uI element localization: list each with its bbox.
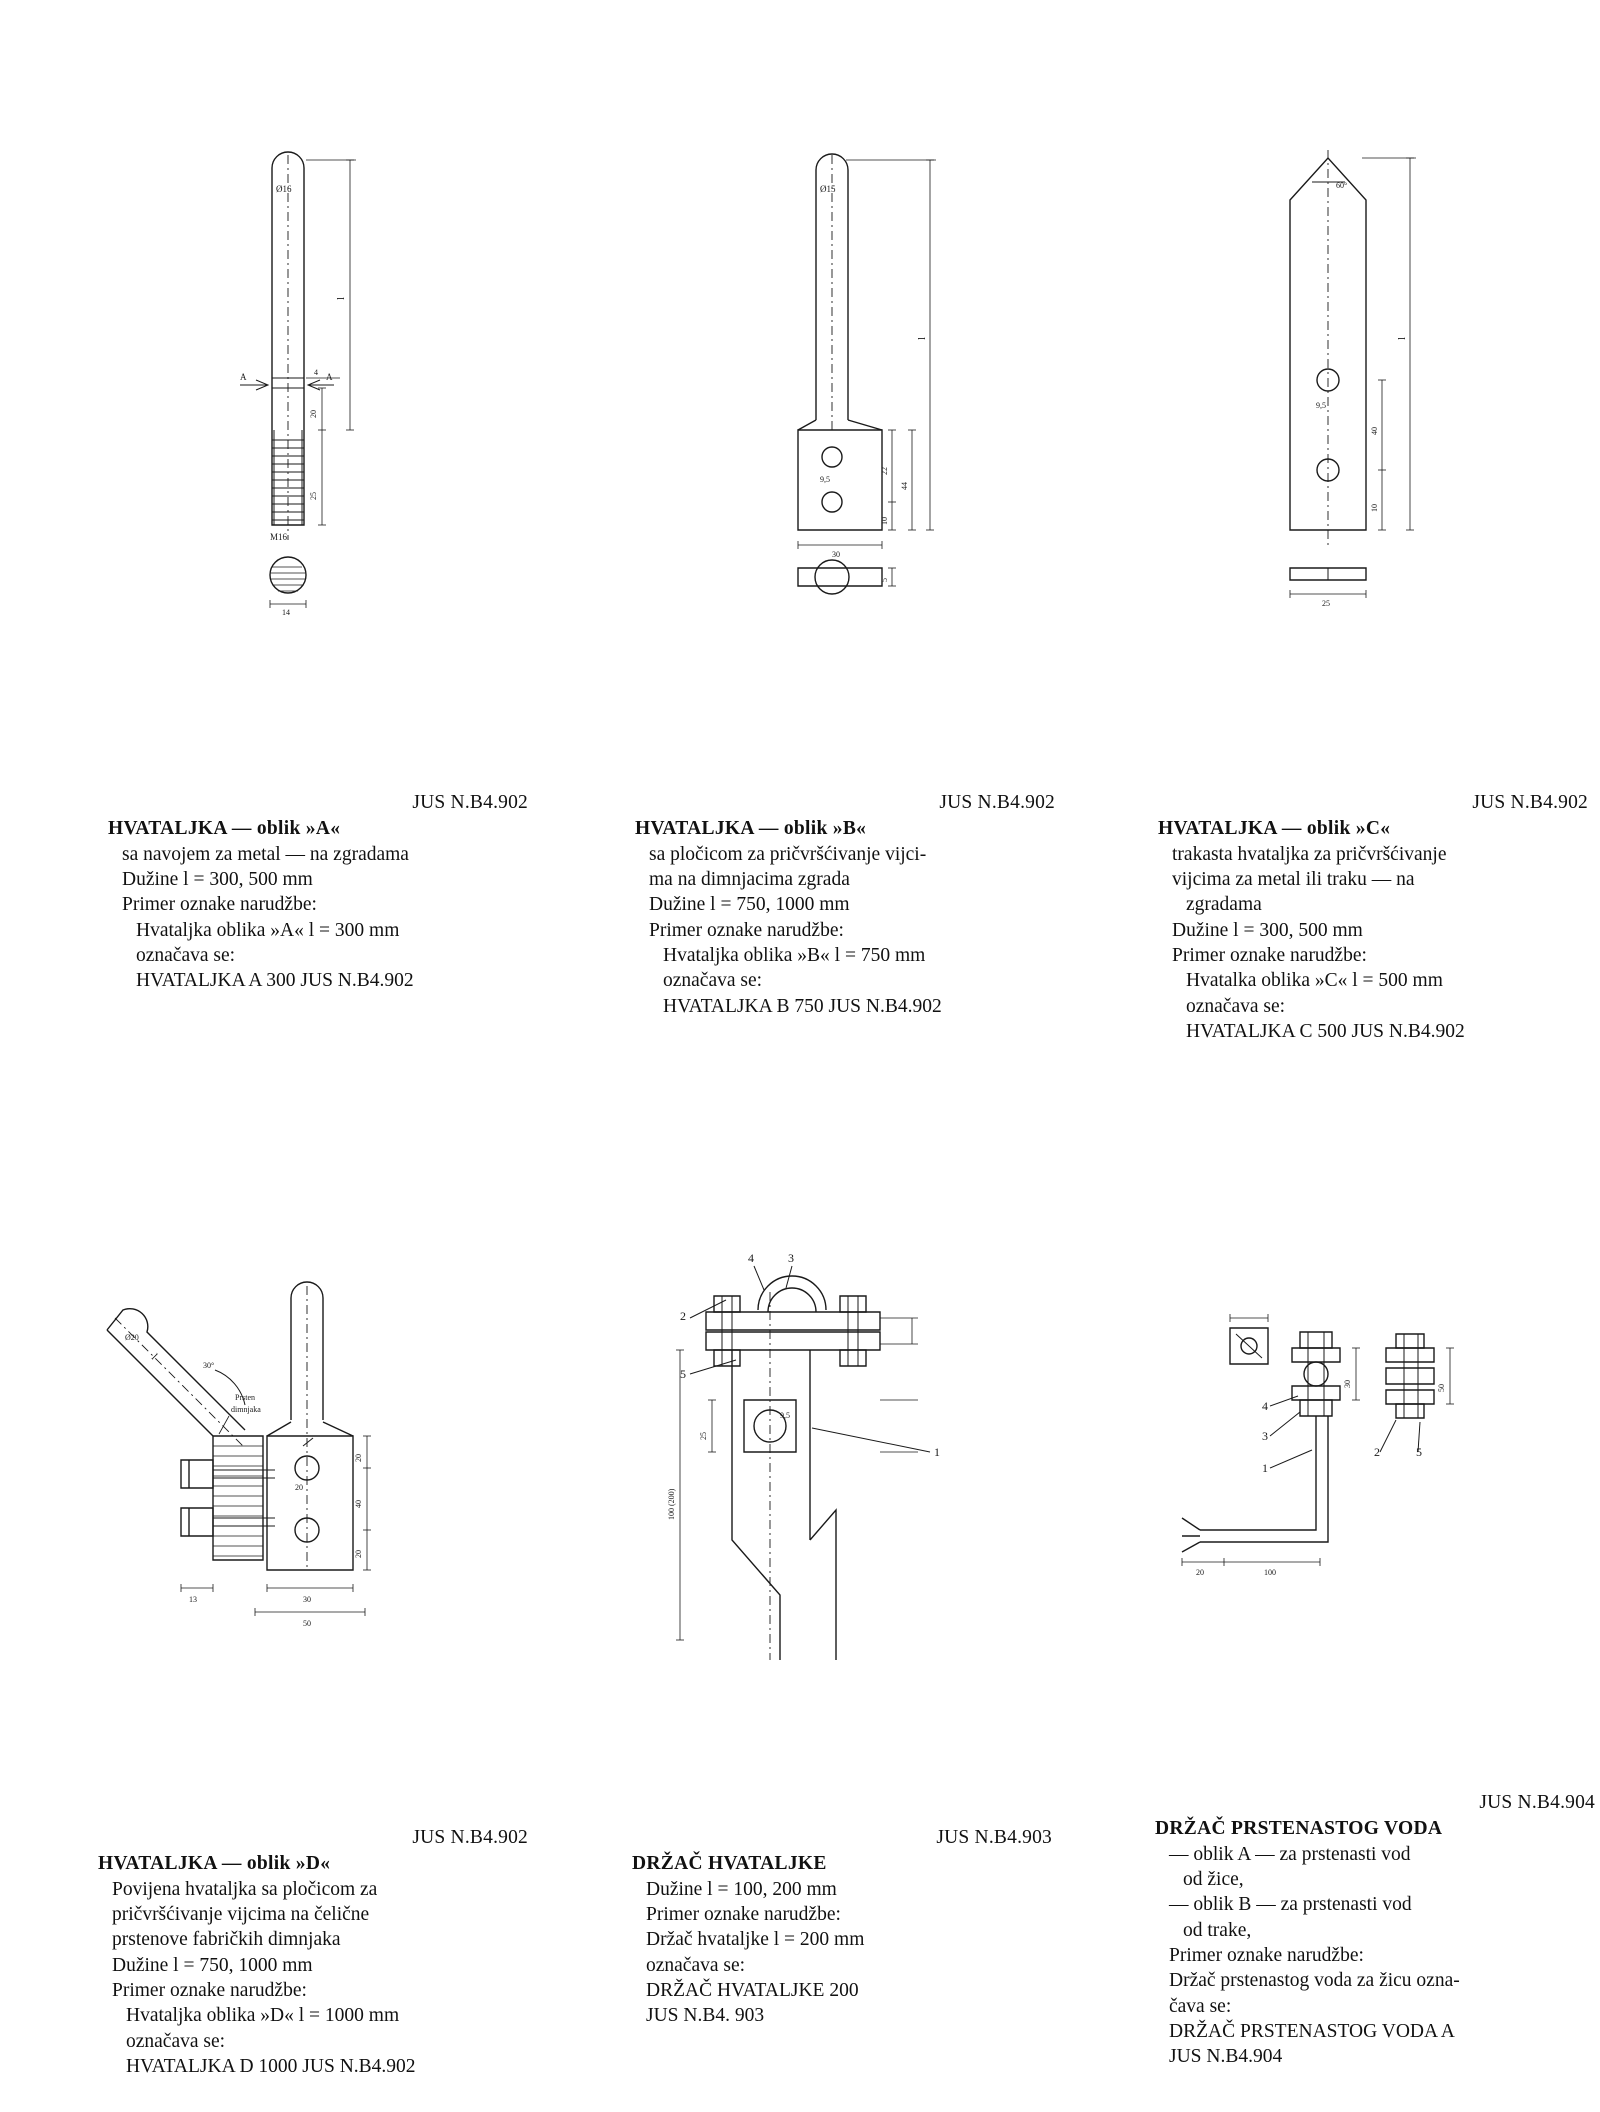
svg-text:10: 10 <box>880 517 889 525</box>
svg-text:50: 50 <box>1437 1384 1446 1392</box>
svg-text:20: 20 <box>309 410 318 418</box>
desc-line: Primer oznake narudžbe: <box>112 1980 307 2002</box>
svg-text:3: 3 <box>788 1251 794 1265</box>
desc-line: označava se: <box>646 1954 746 1976</box>
desc-line: Primer oznake narudžbe: <box>1169 1945 1364 1967</box>
text-drzac-hvataljke <box>632 1825 1052 2029</box>
svg-text:30: 30 <box>832 550 840 559</box>
desc-line: Dužine l = 750, 1000 mm <box>112 1954 313 1976</box>
svg-text:1: 1 <box>1262 1461 1268 1475</box>
desc-line: Držač hvataljke l = 200 mm <box>646 1929 865 1951</box>
title-a: HVATALJKA — oblik »A« <box>108 818 341 840</box>
desc-line: čava se: <box>1169 1995 1232 2017</box>
title-drzac-hvataljke: DRŽAČ HVATALJKE <box>632 1853 827 1875</box>
svg-text:100: 100 <box>1264 1568 1276 1577</box>
desc-line: od trake, <box>1183 1919 1252 1941</box>
svg-text:2: 2 <box>680 1309 686 1323</box>
svg-text:l: l <box>335 296 347 300</box>
order-line: označava se: <box>136 945 236 967</box>
svg-text:Ø20: Ø20 <box>125 1333 139 1342</box>
svg-text:9,5: 9,5 <box>1316 401 1326 410</box>
svg-text:44: 44 <box>900 482 909 490</box>
desc-line: — oblik B — za prstenasti vod <box>1169 1894 1412 1916</box>
desc-line: — oblik A — za prstenasti vod <box>1169 1843 1411 1865</box>
svg-text:30°: 30° <box>203 1361 215 1370</box>
desc-line: Dužine l = 100, 200 mm <box>646 1878 837 1900</box>
svg-text:30: 30 <box>303 1595 311 1604</box>
order-line: Hvataljka oblika »D« l = 1000 mm <box>126 2005 400 2027</box>
desc-line: Primer oznake narudžbe: <box>122 894 317 916</box>
svg-text:Prsten: Prsten <box>235 1393 255 1402</box>
svg-text:2: 2 <box>1374 1445 1380 1459</box>
standard-number-voda: JUS N.B4.904 <box>1479 1792 1595 1813</box>
order-line: Hvataljka oblika »A« l = 300 mm <box>136 919 400 941</box>
desc-line: trakasta hvataljka za pričvršćivanje <box>1172 843 1447 865</box>
title-c: HVATALJKA — oblik »C« <box>1158 818 1391 840</box>
desc-line: Dužine l = 750, 1000 mm <box>649 894 850 916</box>
order-line: označava se: <box>126 2030 226 2052</box>
desc-line: prstenove fabričkih dimnjaka <box>112 1929 341 1951</box>
svg-text:l: l <box>1396 336 1408 340</box>
svg-text:5: 5 <box>1416 1445 1422 1459</box>
svg-text:10: 10 <box>1370 504 1379 512</box>
order-designation: HVATALJKA A 300 JUS N.B4.902 <box>136 970 414 992</box>
title-b: HVATALJKA — oblik »B« <box>635 818 867 840</box>
order-designation: DRŽAČ PRSTENASTOG VODA A <box>1169 2021 1455 2043</box>
svg-text:50: 50 <box>303 1619 311 1628</box>
desc-line: Dužine l = 300, 500 mm <box>122 869 313 891</box>
desc-line: Povijena hvataljka sa pločicom za <box>112 1878 378 1900</box>
order-designation-2: JUS N.B4.904 <box>1169 2046 1283 2068</box>
svg-text:14: 14 <box>282 608 290 617</box>
svg-text:9,5: 9,5 <box>820 475 830 484</box>
desc-line: vijcima za metal ili traku — na <box>1172 869 1415 891</box>
desc-line: sa navojem za metal — na zgradama <box>122 843 409 865</box>
standard-number-c: JUS N.B4.902 <box>1472 792 1588 813</box>
order-line: Hvatalka oblika »C« l = 500 mm <box>1186 970 1443 992</box>
svg-text:5: 5 <box>880 578 889 582</box>
svg-text:100 (200): 100 (200) <box>667 1488 676 1520</box>
drawing-hvataljka-b <box>740 130 970 630</box>
order-designation-2: JUS N.B4. 903 <box>646 2005 765 2027</box>
desc-line: Primer oznake narudžbe: <box>649 919 844 941</box>
svg-text:4: 4 <box>1262 1399 1268 1413</box>
svg-text:40: 40 <box>1370 427 1379 435</box>
text-hvataljka-a <box>108 790 528 994</box>
svg-text:5: 5 <box>680 1367 686 1381</box>
desc-line: Primer oznake narudžbe: <box>646 1904 841 1926</box>
svg-text:9,5: 9,5 <box>780 1411 790 1420</box>
standard-number-drzac: JUS N.B4.903 <box>936 1827 1052 1848</box>
desc-line: zgradama <box>1186 894 1262 916</box>
svg-text:4: 4 <box>748 1251 754 1265</box>
svg-text:25: 25 <box>1322 599 1330 608</box>
drawing-drzac-hvataljke <box>640 1200 990 1660</box>
text-hvataljka-c <box>1158 790 1588 1044</box>
svg-text:dimnjaka: dimnjaka <box>231 1405 261 1414</box>
title-d: HVATALJKA — oblik »D« <box>98 1853 331 1875</box>
standard-number-b: JUS N.B4.902 <box>939 792 1055 813</box>
text-hvataljka-b <box>635 790 1055 1019</box>
desc-line: pričvršćivanje vijcima na čelične <box>112 1904 370 1926</box>
order-line: označava se: <box>1186 995 1286 1017</box>
svg-text:60°: 60° <box>1336 181 1348 190</box>
svg-text:A: A <box>240 372 247 382</box>
drawing-drzac-prstenastog-voda <box>1180 1300 1500 1640</box>
drawing-hvataljka-d <box>95 1240 475 1660</box>
svg-text:Ø15: Ø15 <box>820 184 836 194</box>
order-designation: HVATALJKA D 1000 JUS N.B4.902 <box>126 2056 416 2078</box>
svg-text:25: 25 <box>309 492 318 500</box>
svg-text:A: A <box>326 372 333 382</box>
desc-line: od žice, <box>1183 1869 1244 1891</box>
desc-line: Držač prstenastog voda za žicu ozna- <box>1169 1970 1460 1992</box>
svg-text:1: 1 <box>934 1445 940 1459</box>
order-designation: DRŽAČ HVATALJKE 200 <box>646 1980 859 2002</box>
svg-text:13: 13 <box>189 1595 197 1604</box>
svg-text:20: 20 <box>1196 1568 1204 1577</box>
order-designation: HVATALJKA C 500 JUS N.B4.902 <box>1186 1021 1465 1043</box>
desc-line: Primer oznake narudžbe: <box>1172 945 1367 967</box>
svg-text:4: 4 <box>314 368 318 377</box>
desc-line: Dužine l = 300, 500 mm <box>1172 919 1363 941</box>
svg-text:20: 20 <box>295 1483 303 1492</box>
svg-text:M16: M16 <box>270 532 288 542</box>
standard-number-a: JUS N.B4.902 <box>412 792 528 813</box>
drawing-hvataljka-c <box>1250 130 1470 630</box>
svg-text:40: 40 <box>354 1500 363 1508</box>
order-designation: HVATALJKA B 750 JUS N.B4.902 <box>663 995 942 1017</box>
desc-line: sa pločicom za pričvršćivanje vijci- <box>649 843 927 865</box>
order-line: označava se: <box>663 970 763 992</box>
desc-line: ma na dimnjacima zgrada <box>649 869 850 891</box>
text-drzac-prstenastog-voda <box>1155 1790 1595 2070</box>
text-hvataljka-d <box>98 1825 528 2079</box>
svg-text:l: l <box>148 1351 160 1363</box>
svg-text:Ø16: Ø16 <box>276 184 292 194</box>
svg-text:22: 22 <box>880 467 889 475</box>
drawing-hvataljka-a <box>210 130 420 630</box>
svg-text:3: 3 <box>1262 1429 1268 1443</box>
order-line: Hvataljka oblika »B« l = 750 mm <box>663 945 926 967</box>
standard-number-d: JUS N.B4.902 <box>412 1827 528 1848</box>
title-drzac-prstenastog-voda: DRŽAČ PRSTENASTOG VODA <box>1155 1818 1443 1840</box>
svg-text:20: 20 <box>354 1454 363 1462</box>
svg-text:30: 30 <box>1343 1380 1352 1388</box>
svg-text:l: l <box>916 336 928 340</box>
svg-text:20: 20 <box>354 1550 363 1558</box>
svg-text:25: 25 <box>699 1432 708 1440</box>
